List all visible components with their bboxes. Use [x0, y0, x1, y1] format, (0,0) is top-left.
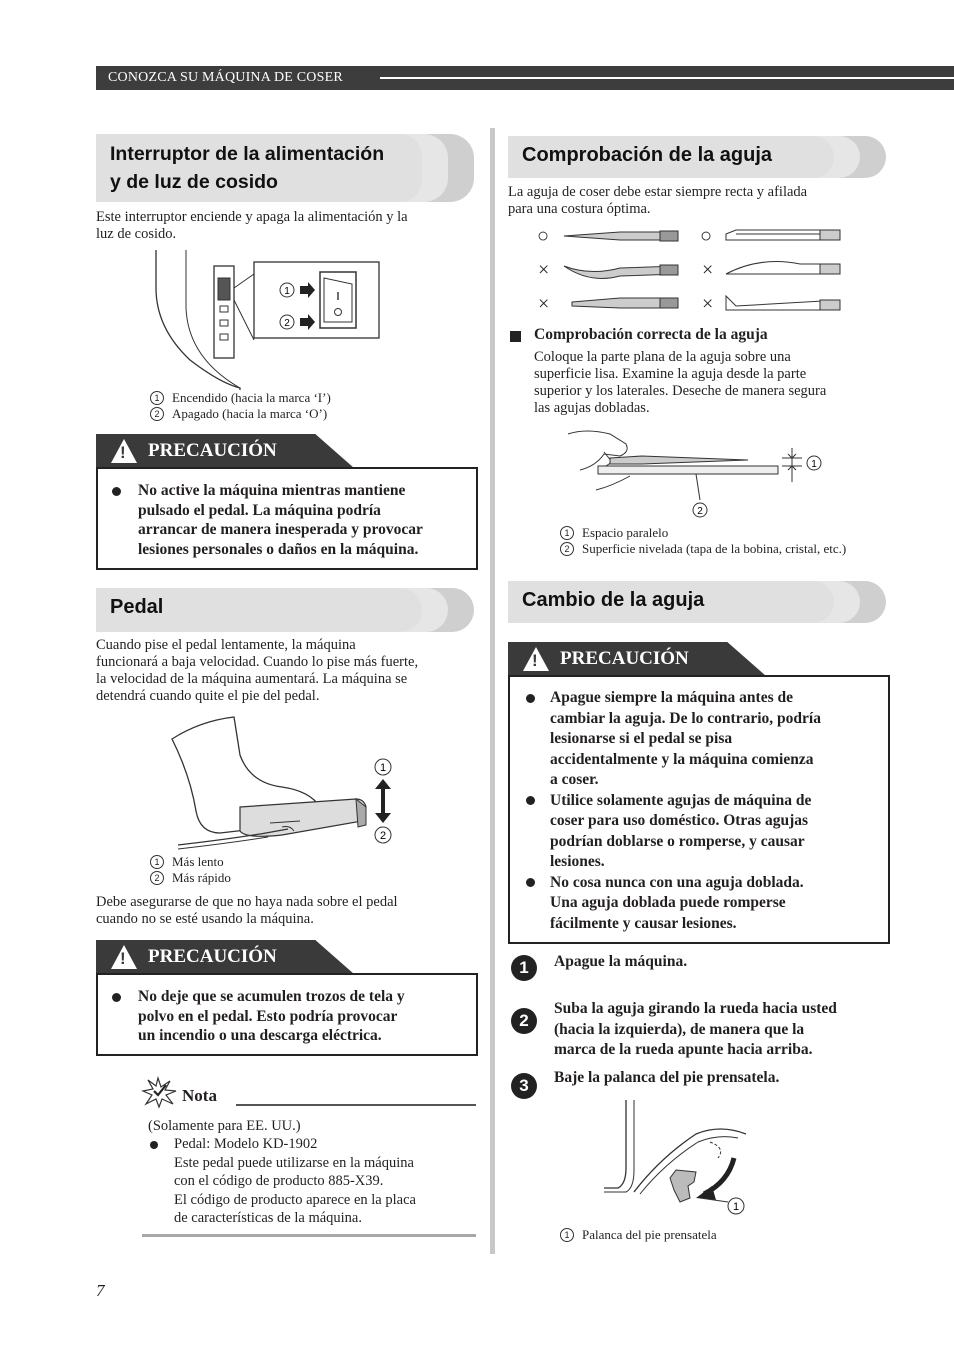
caution-label: PRECAUCIÓN — [148, 440, 277, 461]
header-title: CONOZCA SU MÁQUINA DE COSER — [108, 70, 343, 85]
power-description: Este interruptor enciende y apaga la alimentación y la luz de cosido. — [96, 209, 408, 242]
caution-label: PRECAUCIÓN — [148, 946, 277, 967]
bad-mark: × — [702, 259, 714, 281]
power-legend: 1 Encendido (hacia la marca ‘I’) 2 Apagado (hacia la marca ‘O’) — [150, 390, 331, 422]
bullet — [112, 993, 121, 1002]
warning-icon: ! — [532, 651, 538, 670]
bad-mark: × — [702, 293, 714, 315]
note-icon — [142, 1077, 178, 1107]
caution-label: PRECAUCIÓN — [560, 648, 689, 669]
step-text: Suba la aguja girando la rueda hacia usted (hacia la izquierda), de manera que la marca de la rueda apunte hacia arriba. — [554, 1000, 837, 1058]
svg-text:1: 1 — [379, 762, 387, 774]
presser-foot-lever-illustration — [600, 1098, 760, 1218]
ok-mark: ○ — [537, 225, 550, 247]
bullet — [150, 1141, 158, 1149]
correct-check-text: Coloque la parte plana de la aguja sobre una superficie lisa. Examine la aguja desde la parte superior y los laterales. Deseche de manera segura las agujas dobladas. — [534, 349, 827, 416]
svg-text:2: 2 — [284, 318, 290, 329]
warning-icon: ! — [120, 949, 126, 968]
bullet — [526, 878, 535, 887]
step-number: 3 — [511, 1073, 537, 1099]
note-rule — [236, 1104, 476, 1106]
section-title-power: Interruptor de la alimentación y de luz de cosido — [96, 134, 422, 202]
header-rule — [380, 77, 954, 79]
pedal-illustration — [170, 715, 400, 855]
svg-text:1: 1 — [284, 286, 290, 297]
pedal-note-text: Debe asegurarse de que no haya nada sobre el pedal cuando no se esté usando la máquina. — [96, 894, 398, 927]
caution-text: No active la máquina mientras mantiene pulsado el pedal. La máquina podría arrancar de manera inesperada y provocar lesiones personales o daños en la máquina. — [138, 482, 423, 558]
sub-title-correct-check: Comprobación correcta de la aguja — [534, 326, 768, 343]
caution-text: No deje que se acumulen trozos de tela y polvo en el pedal. Esto podría provocar un incendio o una descarga eléctrica. — [138, 988, 405, 1044]
note-intro: (Solamente para EE. UU.) — [148, 1118, 301, 1134]
svg-text:1: 1 — [811, 459, 817, 470]
step-text: Baje la palanca del pie prensatela. — [554, 1069, 780, 1086]
step-number: 1 — [511, 955, 537, 981]
pedal-legend: 1 Más lento 2 Más rápido — [150, 854, 231, 886]
step-text: Apague la máquina. — [554, 953, 688, 970]
svg-text:2: 2 — [379, 830, 387, 842]
note-bottom-rule — [142, 1234, 476, 1237]
bad-mark: × — [538, 259, 550, 281]
needle-comparison-illustration — [560, 226, 850, 316]
bullet — [112, 487, 121, 496]
square-bullet — [510, 331, 521, 342]
section-title-needle-change: Cambio de la aguja — [508, 581, 834, 623]
note-text: Pedal: Modelo KD-1902 Este pedal puede utilizarse en la máquina con el código de producto 885-X39. El código de producto aparece en la placa de características de la máquina. — [174, 1136, 416, 1226]
bullet — [526, 796, 535, 805]
ok-mark: ○ — [700, 225, 713, 247]
needle-check-description: La aguja de coser debe estar siempre recta y afilada para una costura óptima. — [508, 184, 808, 217]
presser-foot-legend: 1 Palanca del pie prensatela — [560, 1227, 717, 1243]
warning-icon: ! — [120, 443, 126, 462]
svg-text:2: 2 — [697, 506, 703, 517]
column-divider — [490, 128, 495, 1254]
note-label: Nota — [182, 1086, 217, 1105]
bad-mark: × — [538, 293, 550, 315]
needle-check-legend: 1 Espacio paralelo 2 Superficie nivelada (tapa de la bobina, cristal, etc.) — [560, 525, 846, 557]
needle-flat-surface-illustration — [566, 426, 828, 522]
power-switch-illustration — [150, 248, 390, 390]
bullet — [526, 694, 535, 703]
svg-text:1: 1 — [732, 1201, 740, 1213]
page-number: 7 — [96, 1281, 105, 1300]
section-title-needle-check: Comprobación de la aguja — [508, 136, 834, 178]
step-number: 2 — [511, 1008, 537, 1034]
caution-text: Apague siempre la máquina antes de cambiar la aguja. De lo contrario, podría lesionarse si el pedal se pisa accidentalmente y la máquina comienza a coser. Utilice solamente agujas de máquina de coser para uso doméstico. Otras agujas podrían doblarse o romperse, y causar lesiones. No cosa nunca con una aguja doblada. Una aguja doblada puede romperse fácilmente y causar lesiones. — [550, 689, 821, 932]
pedal-description: Cuando pise el pedal lentamente, la máquina funcionará a baja velocidad. Cuando lo pise más fuerte, la velocidad de la máquina aumentará. La máquina se detendrá cuando quite el pie del pedal. — [96, 637, 419, 704]
section-title-pedal: Pedal — [96, 588, 422, 632]
